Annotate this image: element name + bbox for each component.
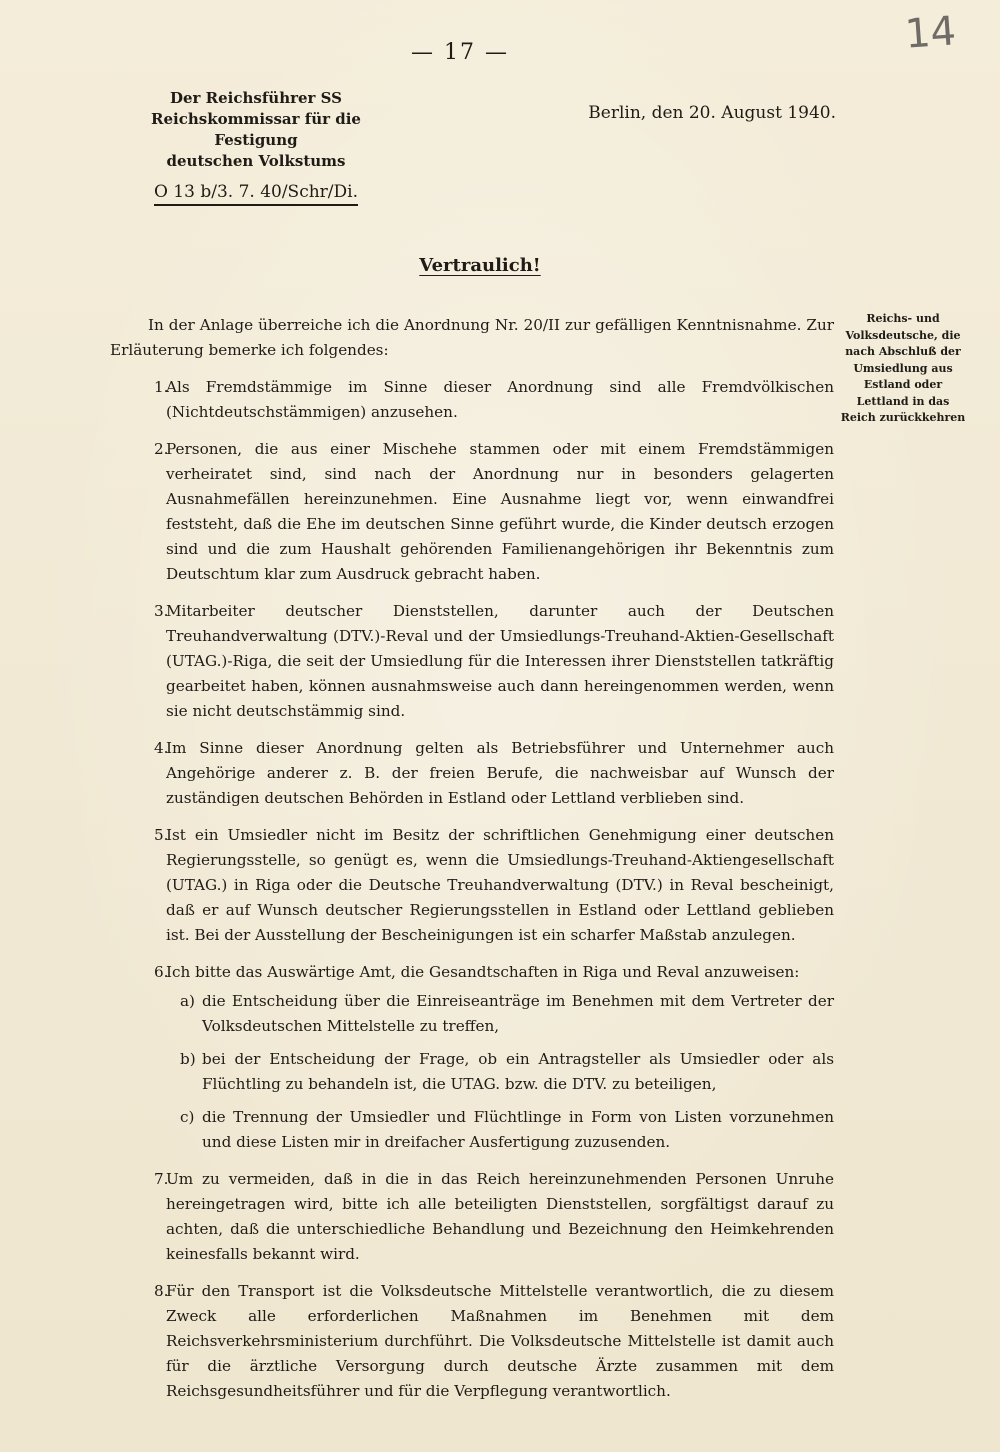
item-text: Personen, die aus einer Mischehe stammen oder mit einem Fremdstämmigen verheiratet sind, sind nach der Anordnung nur in besonders gelagerten Ausnahmefällen hereinzunehmen. Eine Ausnahme liegt vor, wenn einwandfrei feststeht, daß die Ehe im deutschen Sinne geführt wurde, die Kinder deutsch erzogen sind und die zum Haushalt gehörenden Familienangehörigen ihr Bekenntnis zum Deutschtum klar zum Ausdruck gebracht haben. bbox=[166, 440, 834, 583]
page-number: — 17 — bbox=[411, 40, 509, 65]
margin-note: Reichs- und Volksdeutsche, die nach Abschluß der Umsiedlung aus Estland oder Lettland in das Reich zurückkehren bbox=[840, 312, 966, 424]
numbered-item bbox=[110, 960, 834, 985]
item-number: 6. bbox=[154, 963, 169, 981]
numbered-item bbox=[110, 736, 834, 811]
date-line: Berlin, den 20. August 1940. bbox=[588, 103, 836, 123]
item-text: Ist ein Umsiedler nicht im Besitz der schriftlichen Genehmigung einer deutschen Regierungsstelle, so genügt es, wenn die Umsiedlungs-Treuhand-Aktiengesellschaft (UTAG.) in Riga oder die Deutsche Treuhandverwaltung (DTV.) in Reval bescheinigt, daß er auf Wunsch deutscher Regierungsstellen in Estland oder Lettland geblieben ist. Bei der Ausstellung der Bescheinigungen ist ein scharfer Maßstab anzulegen. bbox=[166, 826, 834, 944]
subitem-letter: a) bbox=[180, 992, 195, 1010]
numbered-item bbox=[110, 599, 834, 724]
item-number: 1. bbox=[154, 378, 169, 396]
numbered-item bbox=[110, 437, 834, 587]
numbered-item bbox=[110, 1279, 834, 1404]
lettered-subitem bbox=[110, 1047, 834, 1097]
letterhead-line-3: deutschen Volkstums bbox=[166, 152, 346, 170]
item-text: Ich bitte das Auswärtige Amt, die Gesandtschaften in Riga und Reval anzuweisen: bbox=[166, 963, 800, 981]
subitem-text: die Trennung der Umsiedler und Flüchtlinge in Form von Listen vorzunehmen und diese Listen mir in dreifacher Ausfertigung zuzusenden. bbox=[202, 1108, 834, 1151]
item-text: Um zu vermeiden, daß in die in das Reich hereinzunehmenden Personen Unruhe hereingetragen wird, bitte ich alle beteiligten Dienststellen, sorgfältigst darauf zu achten, daß die unterschiedliche Behandlung und Bezeichnung den Heimkehrenden keinesfalls bekannt wird. bbox=[166, 1170, 834, 1263]
letterhead-line-2: Reichskommissar für die Festigung bbox=[151, 110, 361, 149]
item-text: Im Sinne dieser Anordnung gelten als Betriebsführer und Unternehmer auch Angehörige anderer z. B. der freien Berufe, die nachweisbar auf Wunsch der zuständigen deutschen Behörden in Estland oder Lettland verblieben sind. bbox=[166, 739, 834, 807]
letterhead-line-1: Der Reichsführer SS bbox=[169, 89, 343, 107]
subitem-letter: c) bbox=[180, 1108, 195, 1126]
subitem-text: bei der Entscheidung der Frage, ob ein Antragsteller als Umsiedler oder als Flüchtling zu behandeln ist, die UTAG. bzw. die DTV. zu beteiligen, bbox=[202, 1050, 834, 1093]
lettered-subitem bbox=[110, 1105, 834, 1155]
handwritten-page-number: 14 bbox=[903, 8, 958, 58]
document-title: Vertraulich! bbox=[419, 255, 541, 276]
item-number: 2. bbox=[154, 440, 169, 458]
item-text: Als Fremdstämmige im Sinne dieser Anordnung sind alle Fremdvölkischen (Nichtdeutschstämmigen) anzusehen. bbox=[166, 378, 834, 421]
letterhead bbox=[112, 88, 400, 206]
subitem-text: die Entscheidung über die Einreiseanträge im Benehmen mit dem Vertreter der Volksdeutschen Mittelstelle zu treffen, bbox=[202, 992, 834, 1035]
lettered-subitem bbox=[110, 989, 834, 1039]
item-number: 4. bbox=[154, 739, 169, 757]
item-number: 5. bbox=[154, 826, 169, 844]
document-body bbox=[110, 313, 834, 1416]
item-number: 8. bbox=[154, 1282, 169, 1300]
item-text: Mitarbeiter deutscher Dienststellen, darunter auch der Deutschen Treuhandverwaltung (DTV.)-Reval und der Umsiedlungs-Treuhand-Aktien-Gesellschaft (UTAG.)-Riga, die seit der Umsiedlung für die Interessen ihrer Dienststellen tatkräftig gearbeitet haben, können ausnahmsweise auch dann hereingenommen werden, wenn sie nicht deutschstämmig sind. bbox=[166, 602, 834, 720]
item-number: 7. bbox=[154, 1170, 169, 1188]
item-number: 3. bbox=[154, 602, 169, 620]
numbered-item bbox=[110, 375, 834, 425]
reference-number: O 13 b/3. 7. 40/Schr/Di. bbox=[154, 182, 358, 206]
numbered-item bbox=[110, 823, 834, 948]
numbered-item bbox=[110, 1167, 834, 1267]
intro-paragraph: In der Anlage überreiche ich die Anordnung Nr. 20/II zur gefälligen Kenntnisnahme. Zur Erläuterung bemerke ich folgendes: bbox=[110, 316, 834, 359]
item-text: Für den Transport ist die Volksdeutsche Mittelstelle verantwortlich, die zu diesem Zweck alle erforderlichen Maßnahmen im Benehmen mit dem Reichsverkehrsministerium durchführt. Die Volksdeutsche Mittelstelle ist damit auch für die ärztliche Versorgung durch deutsche Ärzte zusammen mit dem Reichsgesundheitsführer und für die Verpflegung verantwortlich. bbox=[166, 1282, 834, 1400]
subitem-letter: b) bbox=[180, 1050, 196, 1068]
